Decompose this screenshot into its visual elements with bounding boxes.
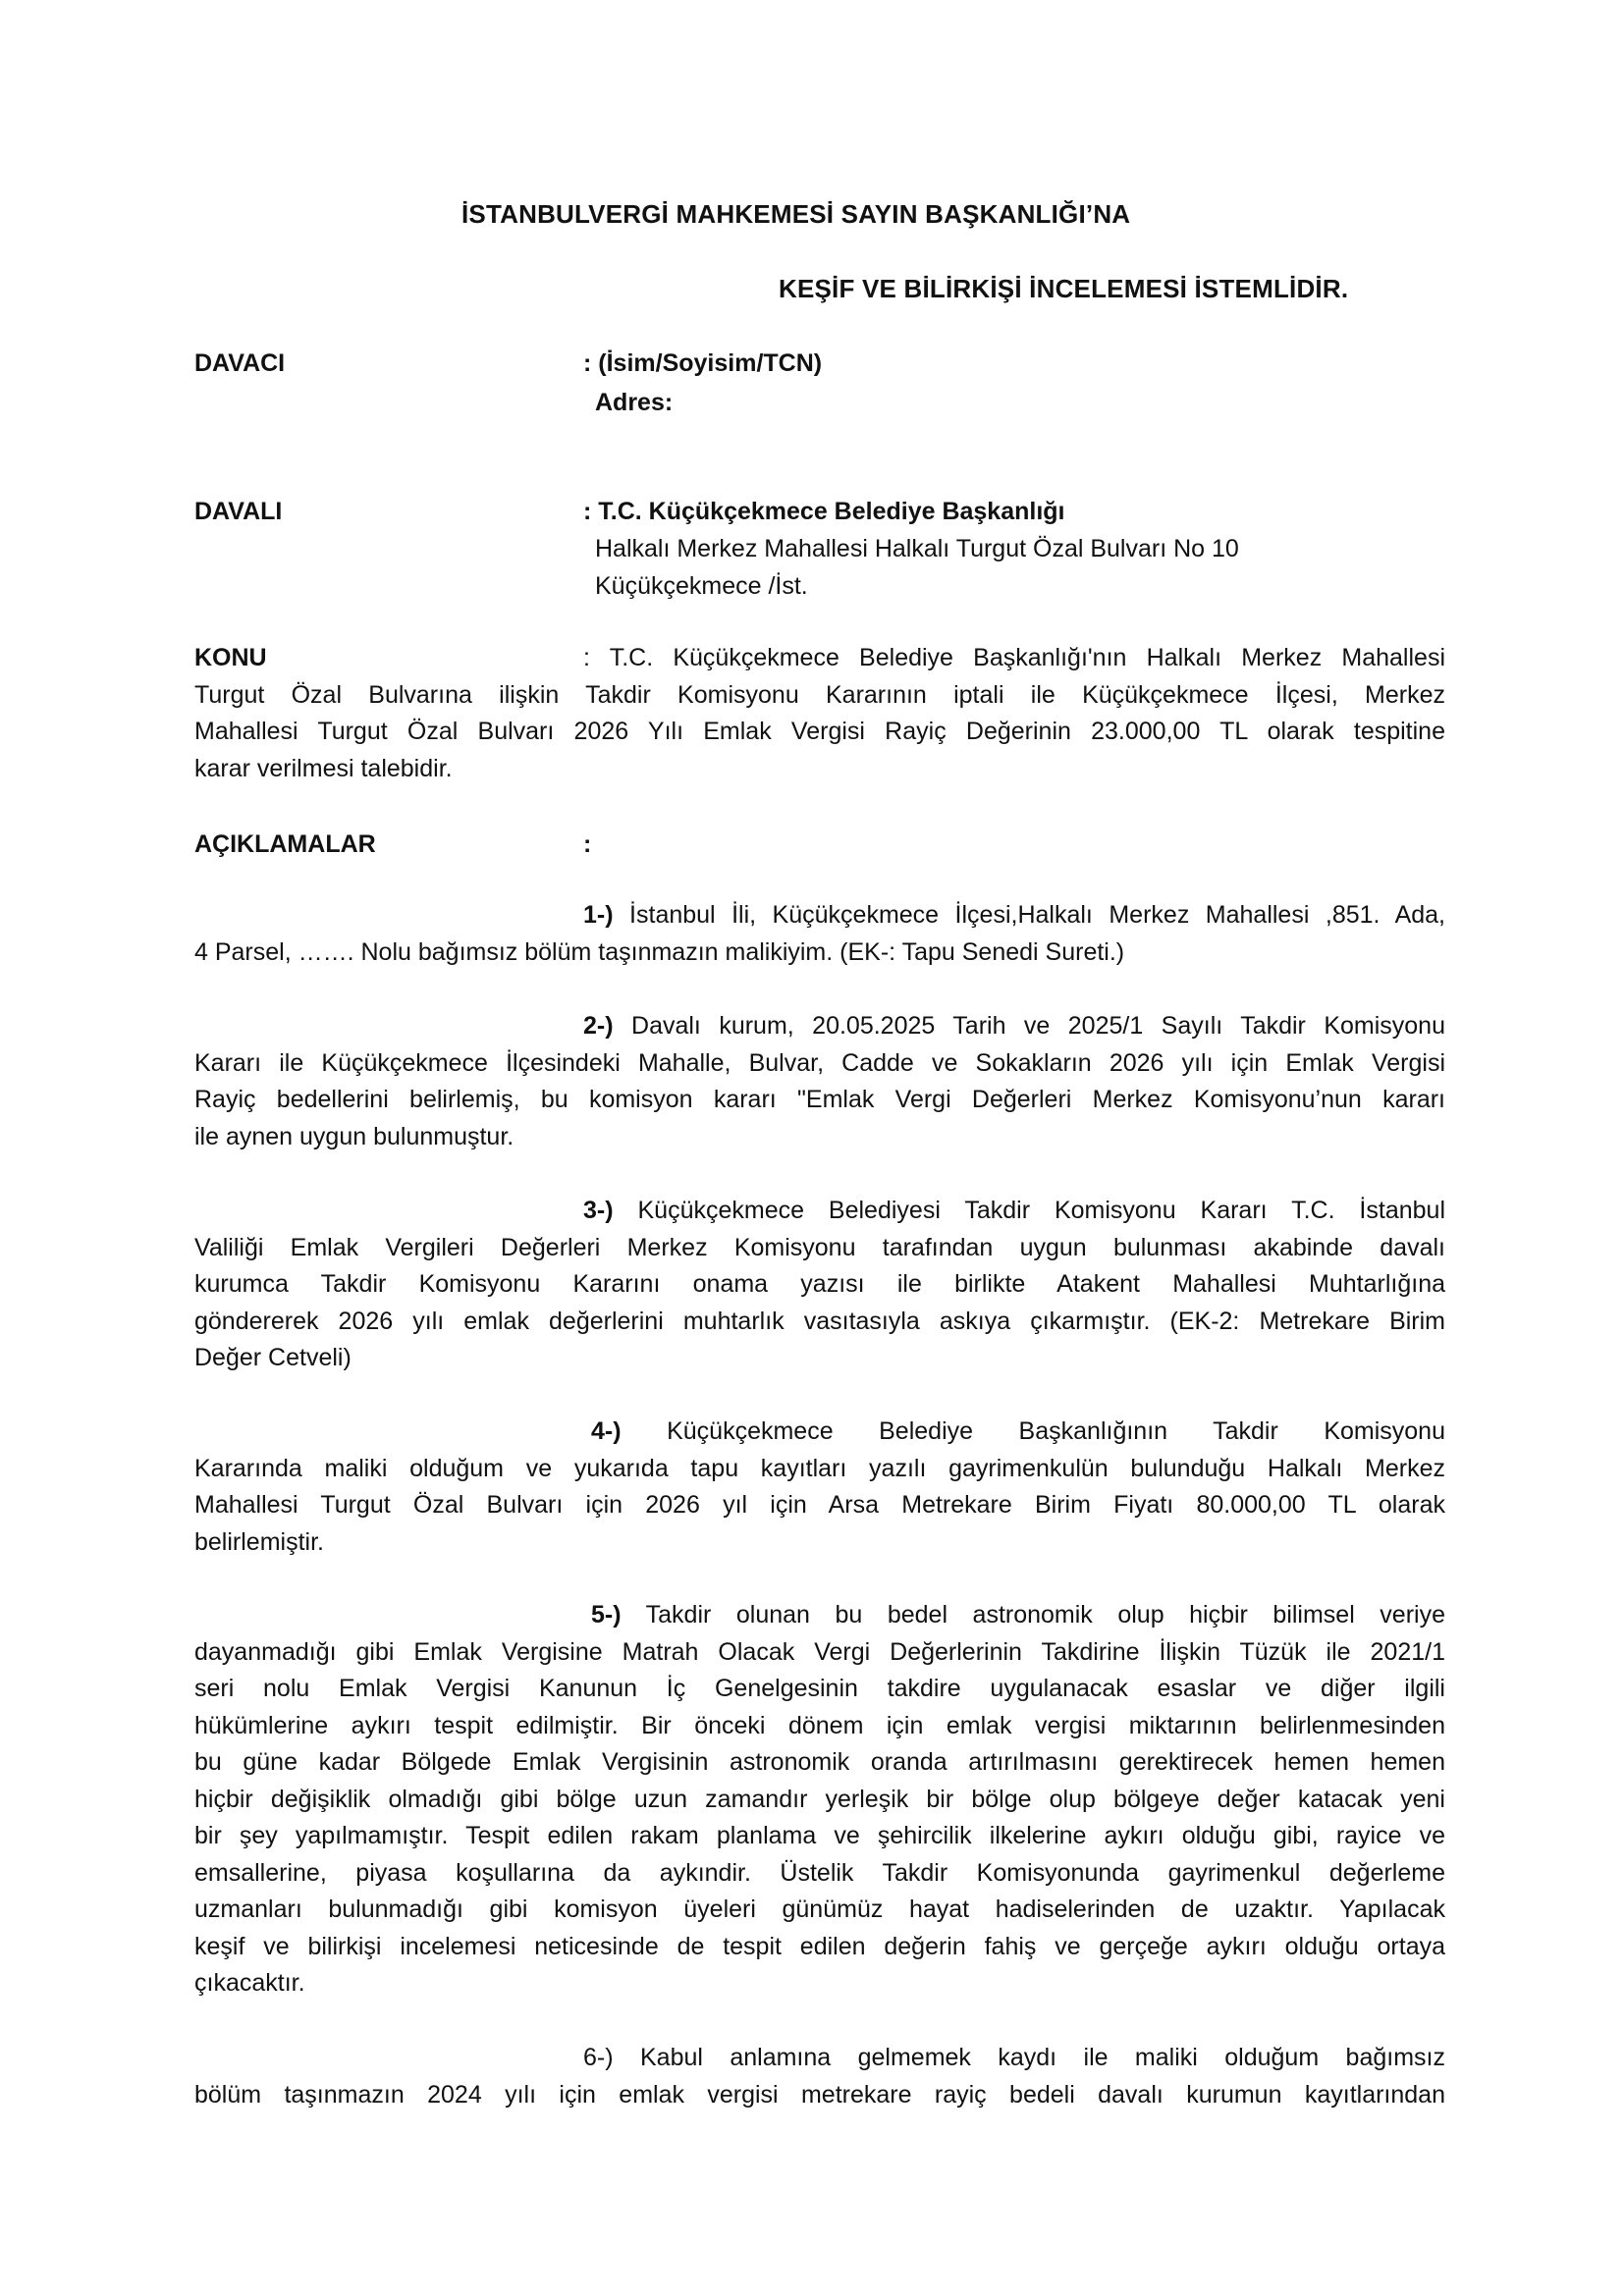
item-number: 5-)	[591, 1601, 622, 1629]
defendant-label: DAVALI	[194, 498, 283, 525]
defendant-address-line1: Halkalı Merkez Mahallesi Halkalı Turgut Özal Bulvarı No 10	[595, 535, 1239, 562]
item-line: Takdir olunan bu bedel astronomik olup hiçbir bilimsel veriye	[645, 1601, 1445, 1629]
item-line: hükümlerine aykırı tespit edilmiştir. Bir önceki dönem için emlak vergisi miktarının belirlenmesinden	[194, 1711, 1445, 1739]
item-line: göndererek 2026 yılı emlak değerlerini muhtarlık vasıtasıyla askıya çıkarmıştır. (EK-2: Metrekare Birim	[194, 1307, 1445, 1335]
item-line: İstanbul İli, Küçükçekmece İlçesi,Halkalı Merkez Mahallesi ,851. Ada,	[629, 901, 1445, 929]
item-line: Rayiç bedellerini belirlemiş, bu komisyon kararı "Emlak Vergi Değerleri Merkez Komisyonu’nun kararı	[194, 1086, 1445, 1113]
explanation-item-3	[194, 1193, 1445, 1377]
explanation-item-6	[194, 2040, 1445, 2113]
explanation-item-2	[194, 1008, 1445, 1155]
item-line: Küçükçekmece Belediye Başkanlığının Takdir Komisyonu	[667, 1417, 1445, 1445]
defendant-value: : T.C. Küçükçekmece Belediye Başkanlığı	[583, 498, 1065, 525]
item-number: 4-)	[591, 1417, 622, 1445]
item-number: 2-)	[583, 1012, 614, 1040]
subject-label: KONU	[194, 644, 267, 671]
item-line: bu güne kadar Bölgede Emlak Vergisinin astronomik oranda artırılmasını gerektirecek hemen hemen	[194, 1748, 1445, 1776]
item-line: Davalı kurum, 20.05.2025 Tarih ve 2025/1 Sayılı Takdir Komisyonu	[631, 1012, 1445, 1040]
explanation-item-4	[194, 1414, 1445, 1561]
subject-line-4: karar verilmesi talebidir.	[194, 754, 453, 782]
item-line: uzmanları bulunmadığı gibi komisyon üyeleri günümüz hayat hadiselerinden de uzaktır. Yapılacak	[194, 1896, 1445, 1923]
item-number: 1-)	[583, 901, 614, 929]
plaintiff-address-label: Adres:	[595, 389, 674, 416]
subject-line-3: Mahallesi Turgut Özal Bulvarı 2026 Yılı Emlak Vergisi Rayiç Değerinin 23.000,00 TL olarak tespitine	[194, 718, 1445, 745]
item-number: 3-)	[583, 1197, 614, 1224]
item-line: Mahallesi Turgut Özal Bulvarı için 2026 yıl için Arsa Metrekare Birim Fiyatı 80.000,00 TL olarak	[194, 1491, 1445, 1519]
item-number: 6-)	[583, 2044, 614, 2071]
item-line: emsallerine, piyasa koşullarına da aykındir. Üstelik Takdir Komisyonunda gayrimenkul değerleme	[194, 1858, 1445, 1887]
item-line: Valiliği Emlak Vergileri Değerleri Merkez Komisyonu tarafından uygun bulunması akabinde davalı	[194, 1233, 1445, 1261]
court-title: İSTANBULVERGİ MAHKEMESİ SAYIN BAŞKANLIĞI’NA	[461, 199, 1131, 229]
item-line: 4 Parsel, ……. Nolu bağımsız bölüm taşınmazın malikiyim. (EK-: Tapu Senedi Sureti.)	[194, 937, 1125, 966]
item-line: çıkacaktır.	[194, 1969, 305, 1997]
item-line: keşif ve bilirkişi incelemesi neticesinde de tespit edilen değerin fahiş ve gerçeğe aykırı olduğu ortaya	[194, 1932, 1445, 1960]
item-line: dayanmadığı gibi Emlak Vergisine Matrah Olacak Vergi Değerlerinin Takdirine İlişkin Tüzük ile 2021/1	[194, 1637, 1445, 1666]
defendant-address-line2: Küçükçekmece /İst.	[595, 572, 808, 600]
subject-paragraph	[194, 640, 1445, 787]
item-line: Küçükçekmece Belediyesi Takdir Komisyonu Kararı T.C. İstanbul	[637, 1197, 1445, 1224]
item-line: seri nolu Emlak Vergisi Kanunun İç Genelgesinin takdire uygulanacak esaslar ve diğer ilgili	[194, 1675, 1445, 1702]
item-line: Kabul anlamına gelmemek kaydı ile maliki olduğum bağımsız	[639, 2044, 1445, 2071]
item-line: Kararında maliki olduğum ve yukarıda tapu kayıtları yazılı gayrimenkulün bulunduğu Halkalı Merkez	[194, 1454, 1445, 1482]
item-line: hiçbir değişiklik olmadığı gibi bölge uzun zamandır yerleşik bir bölge olup bölgeye değer katacak yeni	[194, 1785, 1445, 1813]
plaintiff-label: DAVACI	[194, 349, 286, 377]
plaintiff-value: : (İsim/Soyisim/TCN)	[583, 349, 823, 377]
item-line: Kararı ile Küçükçekmece İlçesindeki Mahalle, Bulvar, Cadde ve Sokakların 2026 yılı için Emlak Vergisi	[194, 1048, 1445, 1077]
item-line: belirlemiştir.	[194, 1527, 324, 1556]
request-line: KEŞİF VE BİLİRKİŞİ İNCELEMESİ İSTEMLİDİR.	[779, 274, 1349, 303]
item-line: ile aynen uygun bulunmuştur.	[194, 1122, 514, 1150]
item-line: Değer Cetveli)	[194, 1344, 352, 1371]
explanations-colon: :	[583, 830, 592, 858]
item-line: kurumca Takdir Komisyonu Kararını onama yazısı ile birlikte Atakent Mahallesi Muhtarlığına	[194, 1270, 1445, 1298]
item-line: bölüm taşınmazın 2024 yılı için emlak vergisi metrekare rayiç bedeli davalı kurumun kayıtlarından	[194, 2080, 1445, 2109]
explanations-label: AÇIKLAMALAR	[194, 830, 376, 858]
explanation-item-1	[194, 897, 1445, 971]
subject-line-2: Turgut Özal Bulvarına ilişkin Takdir Komisyonu Kararının iptali ile Küçükçekmece İlçesi, Merkez	[194, 680, 1445, 709]
subject-line-1: : T.C. Küçükçekmece Belediye Başkanlığı'nın Halkalı Merkez Mahallesi	[583, 644, 1445, 671]
explanation-item-5	[194, 1597, 1445, 2002]
item-line: bir şey yapılmamıştır. Tespit edilen rakam planlama ve şehircilik ilkelerine aykırı olduğu gibi, rayice ve	[194, 1822, 1445, 1849]
